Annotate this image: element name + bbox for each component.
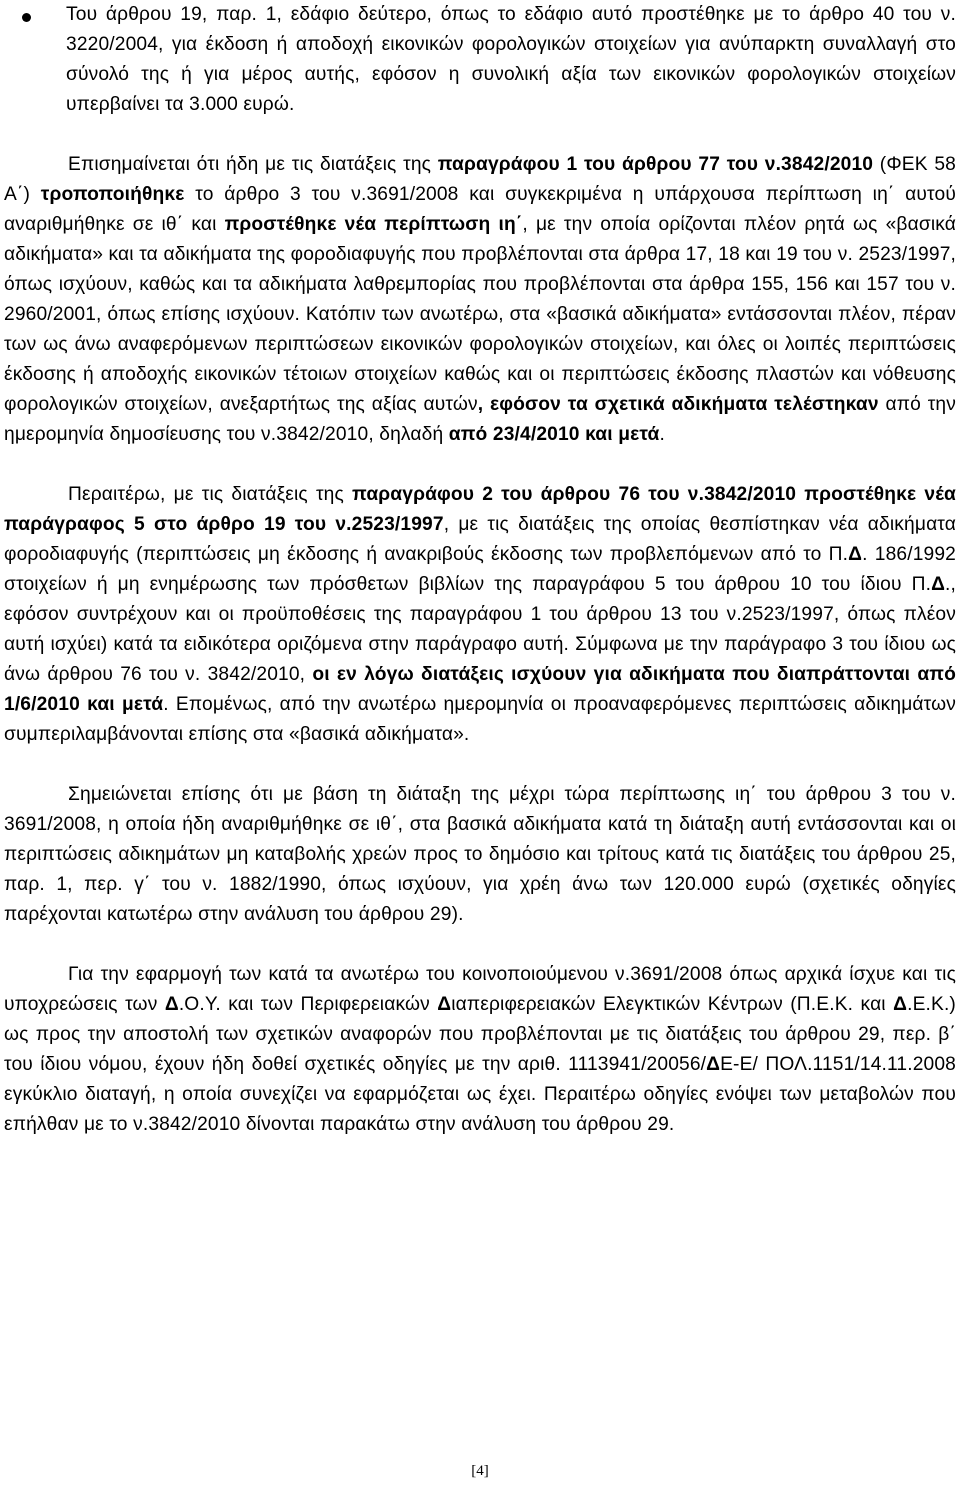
text-span: (ΦΕΚ 58 Α΄) — [4, 154, 956, 205]
bold-span: Δ — [931, 574, 946, 595]
bold-span: Δ — [437, 994, 452, 1015]
bold-span: Δ — [848, 544, 863, 565]
bullet-item — [4, 0, 956, 120]
paragraph-1 — [4, 150, 956, 450]
bold-span: τροποποιήθηκε — [40, 184, 185, 205]
bold-span: παραγράφου 1 του άρθρου 77 του ν.3842/2010 — [437, 154, 874, 175]
bold-span: Δ — [164, 994, 179, 1015]
bullet-text: Του άρθρου 19, παρ. 1, εδάφιο δεύτερο, όπως το εδάφιο αυτό προστέθηκε με το άρθρο 40 του ν. 3220/2004, για έκδοση ή αποδοχή εικονικών φορολογικών στοιχείων για ανύπαρκτη συναλλαγή στο σύνολό της ή για μέρος αυτής, εφόσον η συνολική αξία των εικονικών φορολογικών στοιχείων υπερβαίνει τα 3.000 ευρώ. — [66, 4, 956, 115]
paragraph-4 — [4, 960, 956, 1140]
text-span: το άρθρο 3 του ν.3691/2008 και συγκεκριμένα η υπάρχουσα περίπτωση ιη΄ αυτού αναριθμήθηκε σε ιθ΄ και — [4, 184, 956, 235]
bold-span: προστέθηκε νέα περίπτωση ιη΄ — [224, 214, 523, 235]
text-span: , με την οποία ορίζονται πλέον ρητά ως «βασικά αδικήματα» και τα αδικήματα της φοροδιαφυγής που προβλέπονται στα άρθρα 17, 18 και 19 του ν. 2523/1997, όπως ισχύουν, καθώς και τα αδικήματα λαθρεμπορίας που προβλέπονται στα άρθρα 155, 156 και 157 του ν. 2960/2001, όπως επίσης ισχύουν. Κατόπιν των ανωτέρω, στα «βασικά αδικήματα» εντάσσονται πλέον, πέραν των ως άνω αναφερόμενων περιπτώσεων εικονικών φορολογικών στοιχείων, και όλες οι λοιπές περιπτώσεις έκδοσης ή αποδοχής εικονικών τέτοιων στοιχείων καθώς και οι περιπτώσεις έκδοσης πλαστών και νόθευσης φορολογικών στοιχείων, ανεξαρτήτως της αξίας αυτών — [4, 214, 956, 415]
text-span: Περαιτέρω, με τις διατάξεις της — [68, 484, 353, 505]
text-span: ., εφόσον συντρέχουν και οι προϋποθέσεις της παραγράφου 1 του άρθρου 13 του ν.2523/1997, όπως πλέον αυτή ισχύει) κατά τα ειδικότερα οριζόμενα στην παράγραφο αυτή. Σύμφωνα με την παράγραφο 3 του ίδιου ως άνω άρθρου 76 του ν. 3842/2010, — [4, 574, 956, 685]
text-span: Για την εφαρμογή των κατά τα ανωτέρω του κοινοποιούμενου ν.3691/2008 όπως αρχικά ίσχυε και τις υποχρεώσεις των — [4, 964, 956, 1015]
text-span: από την ημερομηνία δημοσίευσης του ν.3842/2010, δηλαδή — [4, 394, 956, 445]
bold-span: , εφόσον τα σχετικά αδικήματα τελέστηκαν — [477, 394, 879, 415]
page-number: [4] — [471, 1463, 489, 1479]
bold-span: από 23/4/2010 και μετά — [448, 424, 660, 445]
text-span: .Ε.Κ.) ως προς την αποστολή των σχετικών αναφορών που προβλέπονται με τις διατάξεις του άρθρου 29, περ. β΄ του ίδιου νόμου, έχουν ήδη δοθεί σχετικές οδηγίες με την αριθ. 1113941/20056/ — [4, 994, 956, 1075]
text-span: . 186/1992 στοιχείων ή μη ενημέρωσης των πρόσθετων βιβλίων της παραγράφου 5 του άρθρου 10 του ίδιου Π. — [4, 544, 956, 595]
bold-span: Δ — [706, 1054, 721, 1075]
bold-span: Δ — [893, 994, 908, 1015]
bold-span: παραγράφου 2 του άρθρου 76 του ν.3842/2010 προστέθηκε νέα παράγραφος 5 στο άρθρο 19 του ν.2523/1997 — [4, 484, 956, 535]
text-span: Επισημαίνεται ότι ήδη με τις διατάξεις της — [68, 154, 438, 175]
text-span: ιαπεριφερειακών Ελεγκτικών Κέντρων (Π.Ε.Κ. και — [451, 994, 894, 1015]
paragraph-3: Σημειώνεται επίσης ότι με βάση τη διάταξη της μέχρι τώρα περίπτωσης ιη΄ του άρθρου 3 του ν. 3691/2008, η οποία ήδη αναριθμήθηκε σε ιθ΄, στα βασικά αδικήματα κατά τη διάταξη αυτή εντάσσονται και οι περιπτώσεις αδικημάτων μη καταβολής χρεών προς το δημόσιο και τρίτους κατά τις διατάξεις του άρθρου 25, παρ. 1, περ. γ΄ του ν. 1882/1990, όπως ισχύουν, για χρέη άνω των 120.000 ευρώ (σχετικές οδηγίες παρέχονται κατωτέρω στην ανάλυση του άρθρου 29). — [4, 784, 956, 925]
text-span: Ε-Ε/ ΠΟΛ.1151/14.11.2008 εγκύκλιο διαταγή, η οποία συνεχίζει να εφαρμόζεται ως έχει. Περαιτέρω οδηγίες ενόψει των μεταβολών που επήλθαν με το ν.3842/2010 δίνονται παρακάτω στην ανάλυση του άρθρου 29. — [4, 1054, 956, 1135]
text-span: .Ο.Υ. και των Περιφερειακών — [178, 994, 438, 1015]
text-span: . — [659, 424, 665, 445]
paragraph-2 — [4, 480, 956, 750]
bullet-dot-icon — [22, 13, 31, 22]
text-span: . Επομένως, από την ανωτέρω ημερομηνία οι προαναφερόμενες περιπτώσεις αδικημάτων συμπεριλαμβάνονται επίσης στα «βασικά αδικήματα». — [4, 694, 956, 745]
text-span: , με τις διατάξεις της οποίας θεσπίστηκαν νέα αδικήματα φοροδιαφυγής (περιπτώσεις μη έκδοσης ή ανακριβούς έκδοσης των προβλεπόμενων από το Π. — [4, 514, 957, 565]
bold-span: οι εν λόγω διατάξεις ισχύουν για αδικήματα που διαπράττονται από 1/6/2010 και μετά — [4, 664, 956, 715]
